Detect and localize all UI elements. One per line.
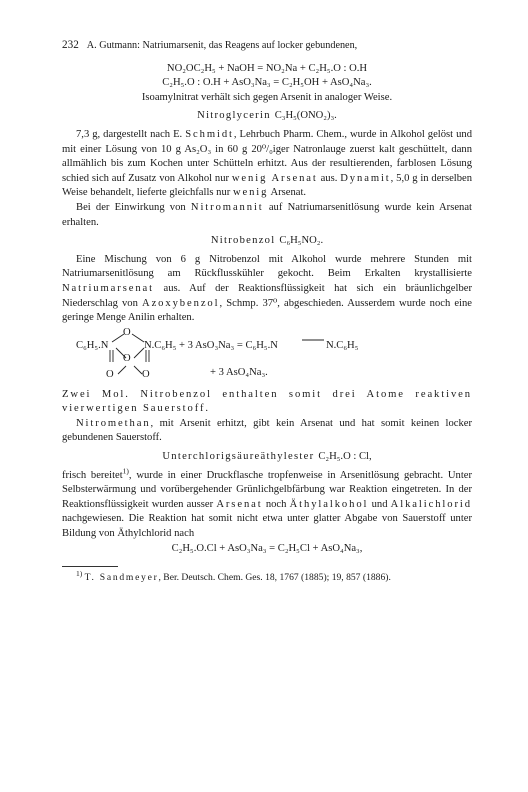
azoxy-reaction-diagram bbox=[62, 328, 472, 386]
diagram-lower-oxygen-right: O bbox=[142, 368, 150, 380]
nitroglycerin-heading-word: Nitroglycerin bbox=[197, 110, 271, 122]
page-content bbox=[62, 38, 472, 584]
author-name: Schmidt bbox=[185, 128, 234, 140]
diagram-center-oxygen: O bbox=[123, 352, 131, 364]
text-span: , mit Arsenit erhitzt, gibt kein Arsenat und hat somit keinen locker gebundenen Sauerstoff. bbox=[62, 417, 472, 444]
text-span: noch bbox=[265, 498, 287, 510]
text-span: Eine Mischung von 6 g Nitrobenzol mit Alkohol wurde mehrere Stunden mit Natriumarsenitlösung am Rückflusskühler gekocht. Beim Erkalten krystallisierte bbox=[62, 253, 472, 280]
equation-2: C₂H₅.O : O.H + AsO₃Na₃ = C₂H₅OH + AsO₄Na₃. bbox=[162, 77, 372, 89]
footnote-author: T. Sandmeyer bbox=[84, 572, 159, 584]
ester-paragraph bbox=[62, 466, 473, 542]
diagram-lower-oxygen-left: O bbox=[106, 368, 114, 380]
text-span: , Lehrbuch Pharm. Chem., wurde in Alkohol gelöst und mit einer Lösung von 10 g As₂O₃ in 60 g 20⁰/₀iger Natronlauge zuerst kalt geschüttelt, dann allmählich bis zum Kochen unter Schütteln erhitzt. Aus der resultierenden, farblosen Lösung schied sich auf Zusatz von Alkohol nur bbox=[62, 128, 472, 184]
emphasis: Arsenat bbox=[216, 498, 263, 510]
nitroglycerin-heading-formula: C₃H₅(ONO₂)₃. bbox=[274, 110, 337, 122]
emphasis: Nitromethan bbox=[76, 417, 151, 429]
nitroglycerin-heading bbox=[62, 109, 472, 124]
ester-heading bbox=[62, 450, 472, 465]
page-number: 232 bbox=[62, 39, 79, 51]
emphasis: Dynamit bbox=[340, 172, 391, 184]
text-span: aus. Auf der Reaktionsflüssigkeit hat sich ein bräunlichgelber Niederschlag von bbox=[62, 282, 472, 309]
text-span: , 5,0 g in derselben Weise behandelt, lieferte gleichfalls nur bbox=[62, 172, 473, 199]
emphasis: wenig Arsenat bbox=[231, 172, 318, 184]
nitroglycerin-paragraph-1 bbox=[62, 128, 472, 201]
footnote bbox=[62, 571, 472, 584]
text-span: auf Natriumarsenitlösung wurde kein Arsenat erhalten. bbox=[62, 201, 472, 228]
text-span: aus. bbox=[320, 172, 338, 184]
diagram-second-line: + 3 AsO₄Na₃. bbox=[210, 366, 268, 378]
text-span: 7,3 g, dargestellt nach E. bbox=[76, 128, 183, 140]
footnote-number: 1) bbox=[76, 569, 83, 579]
emphasis: Alkalichlorid bbox=[390, 498, 472, 510]
ester-heading-formula: C₂H₅.O : Cl, bbox=[318, 451, 372, 463]
text-span: frisch bereitet bbox=[62, 469, 123, 481]
nitrobenzol-conclusion: Zwei Mol. Nitrobenzol enthalten somit drei Atome reaktiven vierwertigen Sauerstoff. bbox=[62, 388, 472, 415]
nitromethan-paragraph bbox=[62, 417, 472, 446]
text-span: , wurde in einer Druckflasche tropfenweise in Arsenitlösung gebracht. Unter Selbsterwärmung und vorübergehender Grünlichgelbfärbung war Reaktion eingetreten. In der Reaktionsflüssigkeit wurden ausser bbox=[62, 469, 473, 510]
nitrobenzol-heading-word: Nitrobenzol bbox=[210, 235, 276, 247]
emphasis: wenig bbox=[232, 187, 269, 199]
emphasis: Azoxybenzol bbox=[142, 297, 220, 309]
ester-equation: C₂H₅.O.Cl + AsO₃Na₃ = C₂H₅Cl + AsO₄Na₃, bbox=[171, 542, 363, 554]
emphasis: Natriumarsenat bbox=[62, 282, 155, 294]
ester-heading-word: Unterchlorigsäureäthylester bbox=[162, 451, 315, 463]
text-span: nachgewiesen. Die Reaktion hat somit nicht etwa unter glatter Abgabe von Sauerstoff unter Bildung von Äthylchlorid nach bbox=[62, 513, 472, 540]
isoamyl-note: Isoamylnitrat verhält sich gegen Arsenit in analoger Weise. bbox=[141, 91, 393, 103]
nitrobenzol-paragraph-1 bbox=[62, 253, 472, 326]
running-header bbox=[62, 38, 472, 54]
diagram-product-end: N.C₆H₅ bbox=[326, 339, 359, 351]
equation-1: NO₂OC₂H₅ + NaOH = NO₂Na + C₂H₅.O : O.H bbox=[166, 62, 368, 74]
diagram-left-group: C₆H₅.N bbox=[76, 339, 109, 351]
text-span: Bei der Einwirkung von bbox=[76, 201, 186, 213]
nitrobenzol-heading-formula: C₆H₅NO₂. bbox=[279, 235, 324, 247]
emphasis: Nitromannit bbox=[190, 201, 264, 213]
footnote-marker: 1) bbox=[122, 466, 129, 476]
nitroglycerin-paragraph-2 bbox=[62, 201, 472, 230]
diagram-right-side: N.C₆H₅ + 3 AsO₃Na₃ = C₆H₅.N bbox=[144, 339, 278, 351]
running-title: A. Gutmann: Natriumarsenit, das Reagens auf locker gebundenen, bbox=[86, 40, 358, 51]
footnote-divider bbox=[62, 566, 118, 567]
emphasis: Äthylalkohol bbox=[289, 498, 369, 510]
nitrobenzol-heading bbox=[62, 234, 472, 249]
text-span: , Schmp. 37⁰, abgeschieden. Ausserdem wurde noch eine geringe Menge Anilin erhalten. bbox=[62, 297, 472, 324]
footnote-text: , Ber. Deutsch. Chem. Ges. 18, 1767 (1885); 19, 857 (1886). bbox=[158, 572, 391, 584]
text-span: und bbox=[371, 498, 388, 510]
diagram-bridge-oxygen: O bbox=[123, 326, 131, 338]
text-span: Arsenat. bbox=[270, 187, 307, 199]
